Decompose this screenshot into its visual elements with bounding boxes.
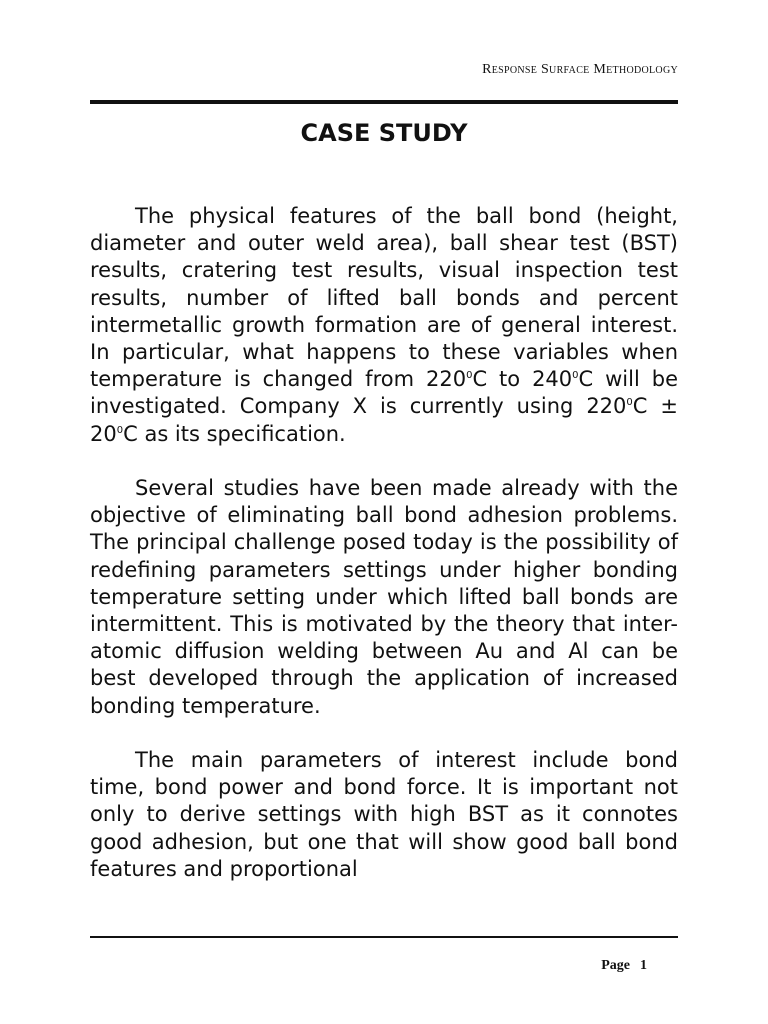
header-rule <box>90 100 678 104</box>
footer-rule <box>90 936 678 938</box>
page-title: CASE STUDY <box>300 119 468 147</box>
paragraph-1 <box>90 203 678 448</box>
running-header: Response Surface Methodology <box>482 62 678 77</box>
paragraph-1-text: C will be investigated. Company X is currently using 220 <box>90 367 678 419</box>
paragraph-3: The main parameters of interest include bond time, bond power and bond force. It is important not only to derive settings with high BST as it connotes good adhesion, but one that will show good ball bond features and proportional <box>90 748 678 881</box>
paragraph-1-text: C ± 20 <box>90 394 678 446</box>
paragraph-1-text: C to 240 <box>472 367 573 392</box>
page-label: Page <box>601 958 630 973</box>
superscript: 0 <box>116 424 124 436</box>
paragraph-1-text: C as its specification. <box>123 421 346 446</box>
page-footer <box>601 958 647 974</box>
page-number: 1 <box>640 958 647 973</box>
superscript: 0 <box>572 370 579 382</box>
paragraph-1-text: The physical features of the ball bond (height, diameter and outer weld area), ball shear test (BST) results, cratering test results, visual inspection test results, number of lifted ball bonds and percent intermetallic growth formation are of general interest. In particular, what happens to these variables when temperature is changed from 220 <box>90 204 678 392</box>
superscript: 0 <box>466 370 473 382</box>
superscript: 0 <box>626 397 633 409</box>
body-text <box>90 203 678 910</box>
paragraph-2: Several studies have been made already with the objective of eliminating ball bond adhesion problems. The principal challenge posed today is the possibility of redefining parameters settings under higher bonding temperature setting under which lifted ball bonds are intermittent. This is motivated by the theory that inter-atomic diffusion welding between Au and Al can be best developed through the application of increased bonding temperature. <box>90 476 678 718</box>
